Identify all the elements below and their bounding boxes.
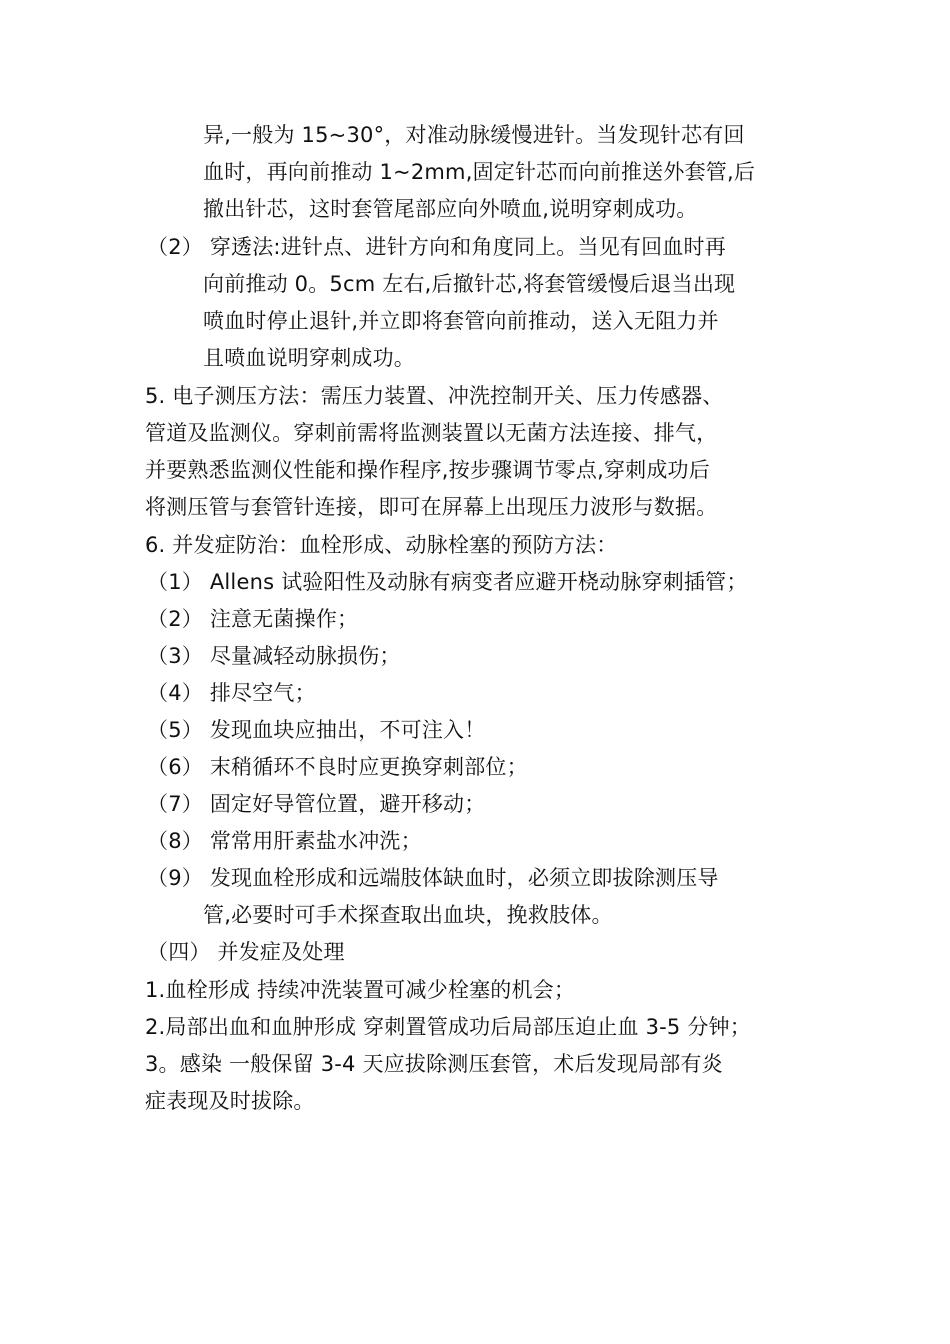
text-line: （7） 固定好导管位置，避开移动； [147,792,486,816]
text-line: （8） 常常用肝素盐水冲洗； [147,829,422,853]
text-line: （5） 发现血块应抽出，不可注入！ [147,718,486,742]
text-line: 并要熟悉监测仪性能和操作程序,按步骤调节零点,穿刺成功后 [145,458,710,482]
text-line: 异,一般为 15~30°，对准动脉缓慢进针。当发现针芯有回 [203,123,745,147]
text-line: 6. 并发症防治：血栓形成、动脉栓塞的预防方法： [145,533,618,557]
text-line: （9） 发现血栓形成和远端肢体缺血时，必须立即拔除测压导 [147,866,719,890]
text-line: 2.局部出血和血肿形成 穿刺置管成功后局部压迫止血 3-5 分钟； [145,1015,751,1039]
text-line: 且喷血说明穿刺成功。 [203,346,415,370]
text-line: 症表现及时拔除。 [145,1089,315,1113]
text-line: （3） 尽量减轻动脉损伤； [147,644,401,668]
text-line: 将测压管与套管针连接，即可在屏幕上出现压力波形与数据。 [145,495,718,519]
text-line: 1.血栓形成 持续冲洗装置可减少栓塞的机会； [145,978,576,1002]
text-line: （4） 排尽空气； [147,681,316,705]
text-line: 血时，再向前推动 1~2mm,固定针芯而向前推送外套管,后 [203,160,756,184]
text-line: 喷血时停止退针,并立即将套管向前推动，送入无阻力并 [203,309,719,333]
text-line: （2） 穿透法:进针点、进针方向和角度同上。当见有回血时再 [147,235,726,259]
text-line: 3。感染 一般保留 3-4 天应拔除测压套管，术后发现局部有炎 [145,1052,723,1076]
text-line: （1） Allens 试验阳性及动脉有病变者应避开桡动脉穿刺插管； [147,570,748,594]
text-line: 向前推动 0。5cm 左右,后撤针芯,将套管缓慢后退当出现 [203,272,736,296]
text-line: （6） 末稍循环不良时应更换穿刺部位； [147,755,528,779]
text-line: 管道及监测仪。穿刺前需将监测装置以无菌方法连接、排气， [145,421,718,445]
text-line: （四） 并发症及处理 [147,940,345,964]
text-line: 5. 电子测压方法：需压力装置、冲洗控制开关、压力传感器、 [145,384,724,408]
text-line: 管,必要时可手术探查取出血块，挽救肢体。 [203,903,613,927]
text-line: 撤出针芯，这时套管尾部应向外喷血,说明穿刺成功。 [203,197,698,221]
text-line: （2） 注意无菌操作； [147,607,359,631]
